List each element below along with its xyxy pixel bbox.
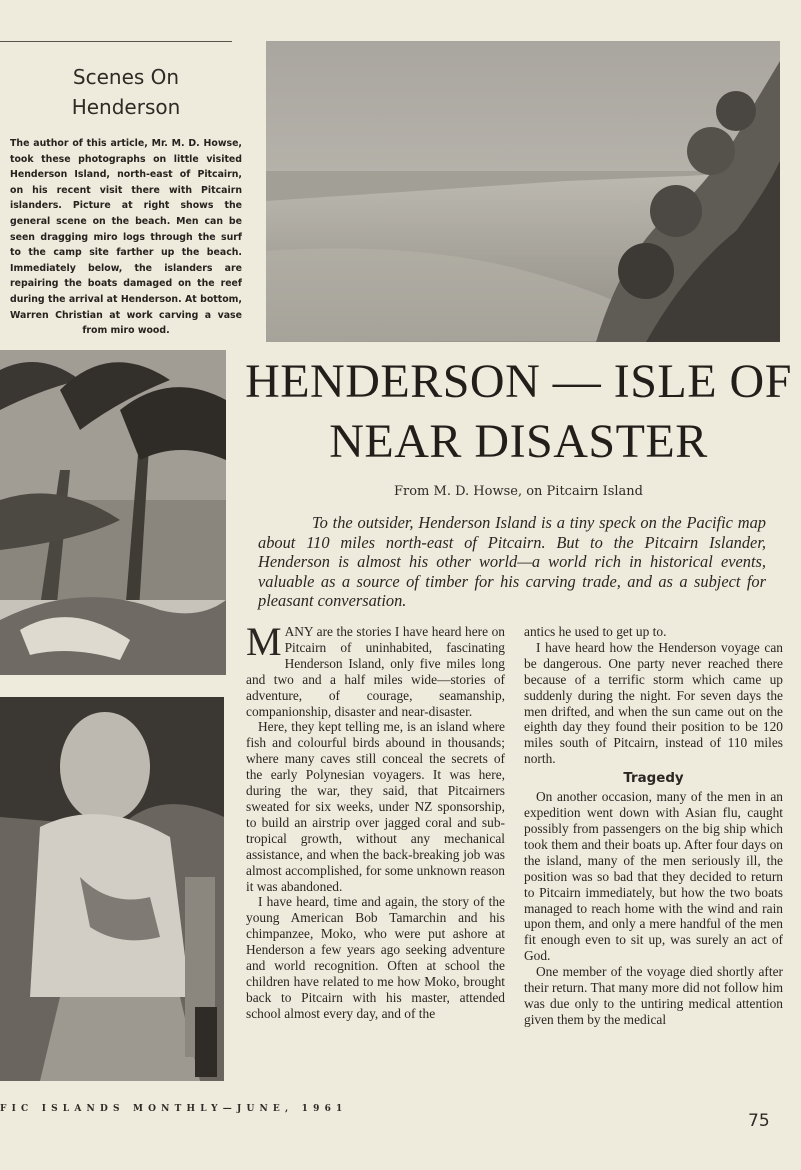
paragraph: antics he used to get up to. [524,624,667,639]
article-column-2 [524,624,783,1028]
top-rule [0,41,232,42]
photo-caption: The author of this article, Mr. M. D. Howse, took these photographs on little visited Henderson Island, north-east of Pitcairn, on his recent visit there with Pitcairn islanders. Picture at right shows the general scene on the beach. Men can be seen dragging miro logs through the surf to the camp site farther up the beach. Immediately below, the islanders are repairing the boats damaged on the reef during the arrival at Henderson. At bottom, Warren Christian at work carving a vase from miro wood. [10,138,242,337]
sidebar-title-line1: Scenes On [72,65,180,89]
headline-line1: HENDERSON — ISLE OF [245,355,792,408]
article-column-1 [246,619,505,1022]
carver-photo [0,697,224,1081]
page-number: 75 [748,1111,770,1131]
beach-photo [266,41,780,342]
paragraph: On another occasion, many of the men in an expedition went down with Asian flu, caught possibly from passengers on the big ship which took them and their boats up. After four days on the island, many of the men seriously ill, the position was so bad that they decided to return to Pitcairn immediately, but how the two boats managed to reach home with the wind and rain upon them, and only a mere handful of the men fit enough even to sit up, was surely an act of God. [524,789,783,964]
paragraph: I have heard, time and again, the story of the young American Bob Tamarchin and his chimpanzee, Moko, who were put ashore at Henderson a few years ago seeking adventure and world recognition. Often at school the children have related to me how Moko, brought back to Pitcairn with his master, attended school almost every day, and of the [246,894,505,1021]
paragraph: Here, they kept telling me, is an island where fish and colourful birds abound in thousands; where many caves still conceal the secrets of the early Polynesian voyagers. It was here, during the war, they said, that Pitcairners sweated for six weeks, under NZ sponsorship, to build an airstrip over jagged coral and sub-tropical growth, without any mechanical assistance, and when the back-breaking job was almost accomplished, for some unknown reason it was abandoned. [246,719,505,894]
sidebar-title [10,62,242,122]
section-subhead: Tragedy [623,771,684,787]
article-intro [258,513,766,611]
running-footer: FIC ISLANDS MONTHLY—JUNE, 1961 [0,1104,348,1114]
article-headline [236,352,801,472]
paragraph-text: ANY are the stories I have heard here on Pitcairn of uninhabited, fascinating Henderson Island, only five miles long and two and a half miles wide—stories of adventure, of courage, seamanship, companionship, disaster and near-disaster. [246,624,505,719]
byline: From M. D. Howse, on Pitcairn Island [393,484,644,499]
paragraph: One member of the voyage died shortly after their return. That many more did not follow him was due only to the untiring medical attention given them by the medical [524,964,783,1027]
intro-paragraph: To the outsider, Henderson Island is a tiny speck on the Pacific map about 110 miles north-east of Pitcairn. But to the Pitcairn Islander, Henderson is almost his other world—a world rich in historical events, valuable as a source of timber for his carving trade, and as a subject for pleasant conversation. [258,513,766,610]
boat-repair-photo [0,350,226,675]
sidebar-title-line2: Henderson [71,95,181,119]
paragraph: I have heard how the Henderson voyage can be dangerous. One party never reached there because of a terrific storm which came up suddenly during the night. For seven days the men drifted, and when the sun came out on the eighth day they found their position to be 120 miles south of Pitcairn, instead of 110 miles north. [524,639,783,767]
paragraph [246,619,505,719]
drop-cap: M [246,619,282,664]
headline-line2: NEAR DISASTER [329,415,708,468]
